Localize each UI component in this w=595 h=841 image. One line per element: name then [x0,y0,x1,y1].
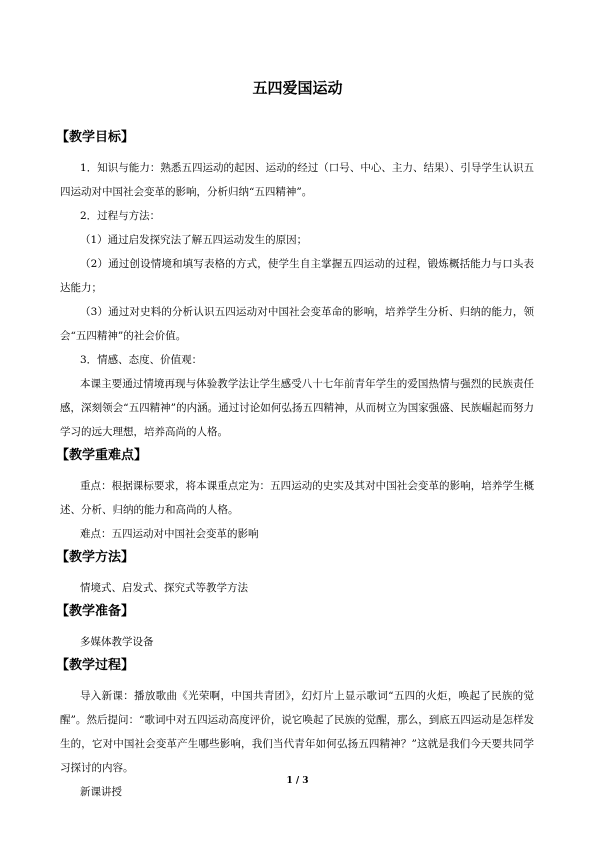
objectives-paragraph-6: 3．情感、态度、价值观： [80,354,203,366]
methods-paragraph-1: 情境式、启发式、探究式等教学方法 [80,582,248,594]
key-points-paragraph-2: 难点：五四运动对中国社会变革的影响 [80,528,259,540]
process-paragraph-2: 新课讲授 [80,786,122,798]
objectives-paragraph-2: 2．过程与方法： [80,210,161,222]
preparation-paragraph-1: 多媒体教学设备 [80,636,154,648]
heading-process: 【教学过程】 [56,658,135,673]
heading-key-points: 【教学重难点】 [56,448,148,463]
objectives-paragraph-3: （1）通过启发探究法了解五四运动发生的原因； [80,234,308,246]
heading-preparation: 【教学准备】 [56,604,135,619]
process-paragraph-1: 导入新课：播放歌曲《光荣啊，中国共青团》，幻灯片上显示歌词“五四的火炬，唤起了民族的觉醒”。然后提问：“歌词中对五四运动高度评价，说它唤起了民族的觉醒，那么，到底五四运动是怎样发生的，它对中国社会变革产生哪些影响，我们当代青年如何弘扬五四精神？”这就是我们今天要共同学习探讨的内容。 [60,690,534,774]
objectives-paragraph-4: （2）通过创设情境和填写表格的方式，使学生自主掌握五四运动的过程，锻炼概括能力与口头表达能力； [60,258,534,294]
objectives-paragraph-1: 1．知识与能力：熟悉五四运动的起因、运动的经过（口号、中心、主力、结果）、引导学生认识五四运动对中国社会变革的影响，分析归纳“五四精神”。 [60,162,534,198]
document-body [56,128,534,804]
document-title: 五四爱国运动 [252,79,343,97]
key-points-paragraph-1: 重点：根据课标要求，将本课重点定为：五四运动的史实及其对中国社会变革的影响，培养学生概述、分析、归纳的能力和高尚的人格。 [60,480,534,516]
objectives-paragraph-7: 本课主要通过情境再现与体验教学法让学生感受八十七年前青年学生的爱国热情与强烈的民族责任感，深刻领会“五四精神”的内涵。通过讨论如何弘扬五四精神，从而树立为国家强盛、民族崛起而努力学习的远大理想，培养高尚的人格。 [60,378,534,438]
page-number: 1 / 3 [286,776,309,786]
heading-objectives: 【教学目标】 [56,130,135,145]
objectives-paragraph-5: （3）通过对史料的分析认识五四运动对中国社会变革命的影响，培养学生分析、归纳的能力，领会“五四精神”的社会价值。 [60,306,534,342]
heading-methods: 【教学方法】 [56,550,135,565]
